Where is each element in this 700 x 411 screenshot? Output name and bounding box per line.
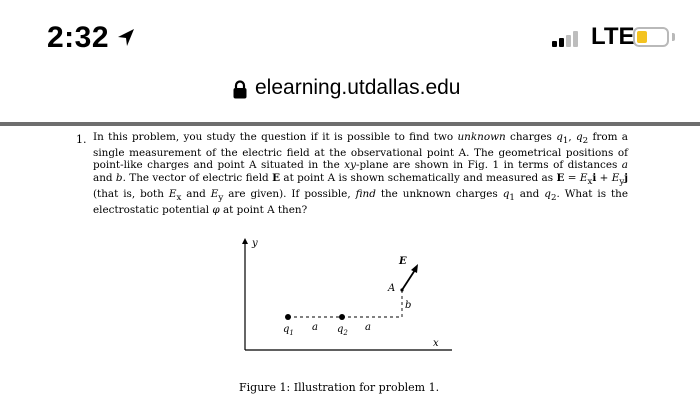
- battery-tip: [672, 33, 675, 41]
- charge-q1-dot: [285, 314, 291, 320]
- field-vector-arrowhead: [411, 264, 418, 273]
- figure-caption: Figure 1: Illustration for problem 1.: [239, 381, 440, 394]
- status-time: 2:32: [47, 21, 110, 54]
- battery-icon: [633, 27, 669, 47]
- charge-q2-dot: [339, 314, 345, 320]
- point-a-label: A: [388, 283, 396, 294]
- url-text[interactable]: elearning.utdallas.edu: [255, 76, 461, 99]
- problem-number: 1.: [76, 133, 87, 146]
- location-arrow-icon: [114, 26, 138, 50]
- distance-a2-label: a: [365, 322, 371, 333]
- network-type-label: LTE: [591, 23, 635, 50]
- distance-b-label: b: [405, 300, 412, 311]
- x-axis-label: x: [433, 338, 439, 349]
- field-vector-label: E: [399, 256, 407, 267]
- problem-text: In this problem, you study the question if it is possible to find two unknown charges $q_1$, $q_2$ from a single measurement of the electric field at the observational point A. The geometrical positions of point-like charges and point A situated in the xy-plane are shown in Fig. 1 in terms of distances a and b. The vector of electric field E at point A is shown schematically and measured as $E = E_xi + E_yj$ (that is, both $E_x$ and $E_y$ are given). If possible, find the unknown charges $q_1$ and $q_2$. What is the electrostatic potential φ at point A then?: [93, 131, 629, 217]
- y-axis-label: y: [252, 238, 258, 249]
- lock-icon: [232, 80, 248, 100]
- problem-figure: [230, 233, 460, 358]
- y-axis-arrowhead: [242, 238, 248, 244]
- distance-a1-label: a: [312, 322, 318, 333]
- charge-q1-label: $q_1$: [283, 324, 294, 337]
- status-bar: [0, 0, 700, 62]
- battery-level: [637, 31, 647, 43]
- charge-q2-label: $q_2$: [337, 324, 348, 337]
- field-vector-arrow: [402, 270, 415, 290]
